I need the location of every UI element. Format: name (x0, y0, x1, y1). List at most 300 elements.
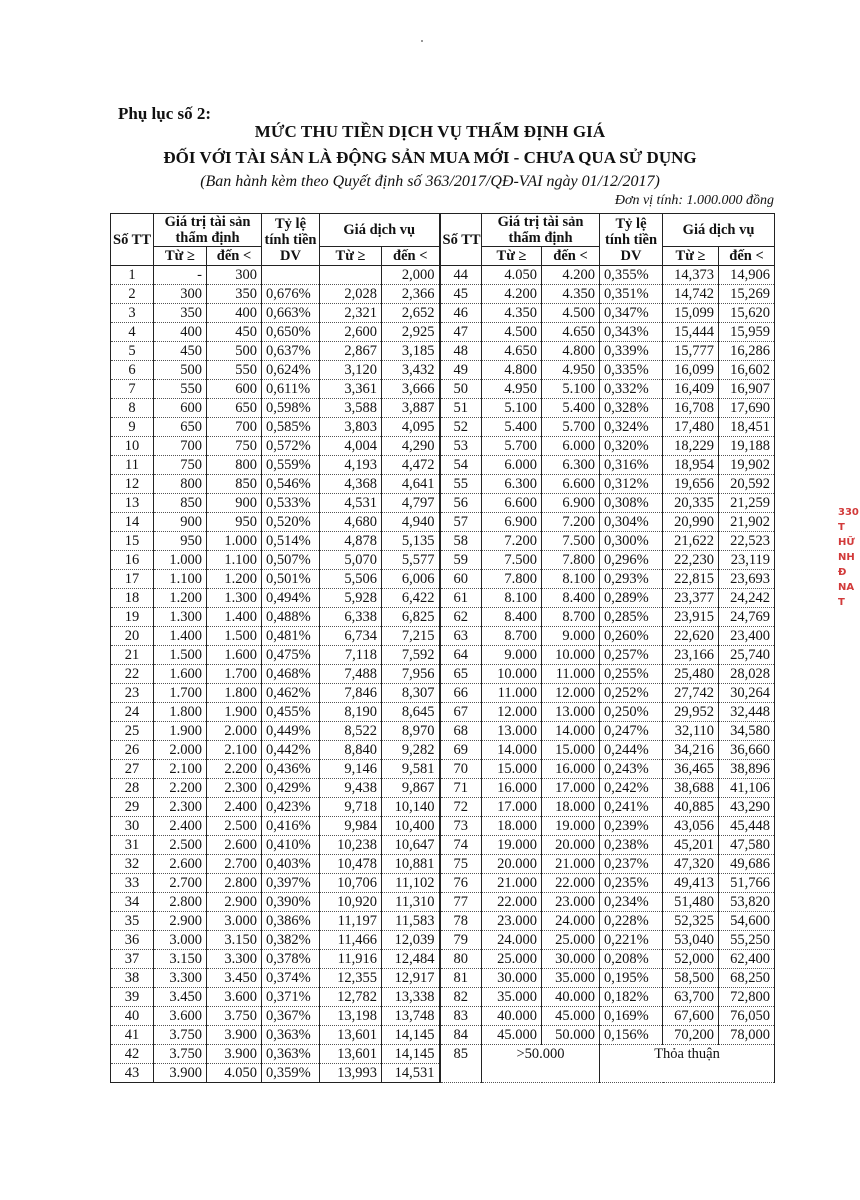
cell-row-no: 27 (111, 760, 154, 779)
cell-rate-right: 0,285% (600, 608, 663, 627)
table-row (111, 1007, 775, 1026)
cell-row-no: 7 (111, 380, 154, 399)
cell-value-from-right: 6.000 (482, 456, 542, 475)
cell-value-to-right: 10.000 (542, 646, 600, 665)
cell-row-no: 21 (111, 646, 154, 665)
cell-price-from-right: 22,230 (663, 551, 719, 570)
cell-value-to: 1.700 (207, 665, 262, 684)
cell-price-from: 13,993 (320, 1064, 382, 1083)
cell-rate: 0,572% (262, 437, 320, 456)
table-row (111, 1045, 775, 1064)
col-header-no-right: Số TT (440, 214, 482, 266)
cell-price-to-right: 55,250 (719, 931, 775, 950)
cell-price-from: 11,197 (320, 912, 382, 931)
cell-value-to-right: 22.000 (542, 874, 600, 893)
cell-price-from-right: 14,742 (663, 285, 719, 304)
cell-rate: 0,611% (262, 380, 320, 399)
cell-rate: 0,501% (262, 570, 320, 589)
fee-table-body (111, 266, 775, 1083)
cell-rate: 0,363% (262, 1045, 320, 1064)
cell-value-from: 3.450 (154, 988, 207, 1007)
cell-value-from: 3.600 (154, 1007, 207, 1026)
cell-value-from-right: 5.700 (482, 437, 542, 456)
cell-row-no-right: 80 (440, 950, 482, 969)
cell-value-to-right: 30.000 (542, 950, 600, 969)
cell-row-no-right: 85 (440, 1045, 482, 1083)
cell-price-from: 9,438 (320, 779, 382, 798)
cell-price-to: 5,135 (382, 532, 440, 551)
cell-value-to-right: 6.300 (542, 456, 600, 475)
table-row (111, 893, 775, 912)
cell-price-from: 4,878 (320, 532, 382, 551)
cell-price-from: 3,361 (320, 380, 382, 399)
cell-row-no-right: 55 (440, 475, 482, 494)
table-row (111, 437, 775, 456)
cell-price-to-right: 18,451 (719, 418, 775, 437)
cell-price-from-right: 40,885 (663, 798, 719, 817)
cell-row-no-right: 84 (440, 1026, 482, 1045)
table-row (111, 1026, 775, 1045)
cell-price-to-right: 24,769 (719, 608, 775, 627)
cell-rate-right: 0,257% (600, 646, 663, 665)
cell-price-to-right: 43,290 (719, 798, 775, 817)
cell-rate (262, 266, 320, 285)
cell-rate: 0,390% (262, 893, 320, 912)
cell-row-no-right: 63 (440, 627, 482, 646)
table-row (111, 399, 775, 418)
cell-price-to-right: 15,269 (719, 285, 775, 304)
cell-price-from: 9,718 (320, 798, 382, 817)
cell-rate: 0,442% (262, 741, 320, 760)
cell-value-from-right: 4.650 (482, 342, 542, 361)
stamp-text: Đ (838, 567, 847, 578)
cell-row-no: 9 (111, 418, 154, 437)
cell-price-from: 11,466 (320, 931, 382, 950)
cell-rate-right: 0,242% (600, 779, 663, 798)
cell-value-to-right: 12.000 (542, 684, 600, 703)
cell-row-no: 17 (111, 570, 154, 589)
cell-value-to-right: 25.000 (542, 931, 600, 950)
cell-value-from-right: 30.000 (482, 969, 542, 988)
cell-row-no-right: 48 (440, 342, 482, 361)
cell-price-to: 14,531 (382, 1064, 440, 1083)
cell-row-no: 26 (111, 741, 154, 760)
cell-price-to-right: 19,188 (719, 437, 775, 456)
cell-row-no-right: 53 (440, 437, 482, 456)
cell-price-to-right: 22,523 (719, 532, 775, 551)
table-row (111, 532, 775, 551)
cell-price-to-right: 25,740 (719, 646, 775, 665)
cell-price-from: 4,680 (320, 513, 382, 532)
table-row (111, 741, 775, 760)
table-row (111, 418, 775, 437)
stamp-text: T (838, 597, 845, 608)
cell-rate-right: 0,238% (600, 836, 663, 855)
cell-price-to: 10,881 (382, 855, 440, 874)
document-subtitle: ĐỐI VỚI TÀI SẢN LÀ ĐỘNG SẢN MUA MỚI - CHƯA QUA SỬ DỤNG (163, 148, 697, 167)
cell-value-to-right: 7.800 (542, 551, 600, 570)
cell-row-no-right: 51 (440, 399, 482, 418)
cell-value-to-right: 45.000 (542, 1007, 600, 1026)
cell-value-from-right: 5.100 (482, 399, 542, 418)
cell-price-to-right: 20,592 (719, 475, 775, 494)
cell-value-to: 3.900 (207, 1045, 262, 1064)
cell-price-to: 8,970 (382, 722, 440, 741)
cell-row-no-right: 71 (440, 779, 482, 798)
cell-price-from-right: 20,990 (663, 513, 719, 532)
cell-value-to-right: 21.000 (542, 855, 600, 874)
cell-price-from-right: 23,166 (663, 646, 719, 665)
cell-row-no: 32 (111, 855, 154, 874)
cell-value-from: 2.300 (154, 798, 207, 817)
cell-row-no: 40 (111, 1007, 154, 1026)
cell-value-to: 450 (207, 323, 262, 342)
cell-price-to-right: 30,264 (719, 684, 775, 703)
cell-rate: 0,397% (262, 874, 320, 893)
cell-value-from: 500 (154, 361, 207, 380)
cell-row-no-right: 58 (440, 532, 482, 551)
cell-value-to: 2.700 (207, 855, 262, 874)
cell-value-from-right: 8.100 (482, 589, 542, 608)
cell-rate-right: 0,351% (600, 285, 663, 304)
cell-value-from: 550 (154, 380, 207, 399)
cell-value-from-right: 20.000 (482, 855, 542, 874)
cell-value-from: 600 (154, 399, 207, 418)
cell-row-no: 18 (111, 589, 154, 608)
cell-price-from-right: 15,444 (663, 323, 719, 342)
cell-rate-right: 0,300% (600, 532, 663, 551)
cell-price-to: 11,102 (382, 874, 440, 893)
cell-price-from: 6,338 (320, 608, 382, 627)
cell-value-from-right: 24.000 (482, 931, 542, 950)
cell-price-from-right: 53,040 (663, 931, 719, 950)
cell-rate: 0,386% (262, 912, 320, 931)
stamp-text: 330 (838, 507, 859, 518)
cell-rate-right: 0,316% (600, 456, 663, 475)
cell-rate-right: 0,339% (600, 342, 663, 361)
cell-row-no: 3 (111, 304, 154, 323)
cell-price-from-right: 22,815 (663, 570, 719, 589)
cell-price-to-right: 16,907 (719, 380, 775, 399)
cell-value-to-right: 4.350 (542, 285, 600, 304)
cell-price-to: 7,592 (382, 646, 440, 665)
cell-price-to-right: 34,580 (719, 722, 775, 741)
cell-value-to: 2.900 (207, 893, 262, 912)
cell-rate: 0,475% (262, 646, 320, 665)
cell-row-no-right: 73 (440, 817, 482, 836)
cell-value-to: 900 (207, 494, 262, 513)
cell-value-from-right: 12.000 (482, 703, 542, 722)
cell-price-to-right: 68,250 (719, 969, 775, 988)
table-row (111, 969, 775, 988)
table-row (111, 684, 775, 703)
cell-value-to: 3.900 (207, 1026, 262, 1045)
cell-price-to-right: 16,602 (719, 361, 775, 380)
cell-rate: 0,462% (262, 684, 320, 703)
cell-value-from-right: 25.000 (482, 950, 542, 969)
cell-value-to-right: 17.000 (542, 779, 600, 798)
stamp-text: T (838, 522, 845, 533)
cell-value-from: 300 (154, 285, 207, 304)
cell-price-to: 9,867 (382, 779, 440, 798)
cell-price-to: 2,652 (382, 304, 440, 323)
cell-rate-right: 0,296% (600, 551, 663, 570)
cell-row-no: 28 (111, 779, 154, 798)
table-row (111, 665, 775, 684)
cell-value-to-right: 8.700 (542, 608, 600, 627)
cell-value-to: 1.000 (207, 532, 262, 551)
cell-price-to: 8,645 (382, 703, 440, 722)
cell-price-from-right: 18,229 (663, 437, 719, 456)
cell-value-to: 550 (207, 361, 262, 380)
cell-row-no-right: 60 (440, 570, 482, 589)
cell-value-from: 2.500 (154, 836, 207, 855)
cell-row-no-right: 66 (440, 684, 482, 703)
cell-value-from: 2.000 (154, 741, 207, 760)
cell-row-no: 24 (111, 703, 154, 722)
cell-row-no: 39 (111, 988, 154, 1007)
cell-price-from: 5,928 (320, 589, 382, 608)
cell-price-from: 10,706 (320, 874, 382, 893)
cell-price-to-right: 41,106 (719, 779, 775, 798)
table-row (111, 589, 775, 608)
cell-price-to: 13,748 (382, 1007, 440, 1026)
cell-price-to: 3,666 (382, 380, 440, 399)
cell-value-to: 750 (207, 437, 262, 456)
cell-price-from: 2,867 (320, 342, 382, 361)
table-row (111, 912, 775, 931)
cell-value-to-right: 35.000 (542, 969, 600, 988)
cell-value-from-right: 14.000 (482, 741, 542, 760)
cell-price-from: 5,070 (320, 551, 382, 570)
cell-rate-right: 0,289% (600, 589, 663, 608)
cell-price-to: 10,647 (382, 836, 440, 855)
table-row (111, 608, 775, 627)
cell-value-to: 2.100 (207, 741, 262, 760)
cell-value-to: 2.600 (207, 836, 262, 855)
cell-price-from: 4,368 (320, 475, 382, 494)
cell-price-from: 2,028 (320, 285, 382, 304)
cell-price-from: 4,531 (320, 494, 382, 513)
cell-price-from-right: 38,688 (663, 779, 719, 798)
cell-rate-right: 0,308% (600, 494, 663, 513)
cell-value-from-right: 23.000 (482, 912, 542, 931)
cell-value-to-right: 16.000 (542, 760, 600, 779)
cell-price-from: 6,734 (320, 627, 382, 646)
cell-rate: 0,520% (262, 513, 320, 532)
cell-value-to-right: 8.400 (542, 589, 600, 608)
cell-price-to: 10,140 (382, 798, 440, 817)
cell-price-from-right: 27,742 (663, 684, 719, 703)
cell-price-from-right: 70,200 (663, 1026, 719, 1045)
cell-value-from-right: 7.800 (482, 570, 542, 589)
cell-value-from-right: 6.600 (482, 494, 542, 513)
table-row (111, 456, 775, 475)
cell-value-from-right: 21.000 (482, 874, 542, 893)
cell-price-from: 10,478 (320, 855, 382, 874)
cell-rate: 0,637% (262, 342, 320, 361)
cell-price-from-right: 16,099 (663, 361, 719, 380)
cell-rate: 0,650% (262, 323, 320, 342)
cell-row-no-right: 83 (440, 1007, 482, 1026)
cell-value-from-right: 4.800 (482, 361, 542, 380)
table-row (111, 323, 775, 342)
table-row (111, 551, 775, 570)
stamp-text: HỮ (838, 537, 855, 548)
cell-rate-right: 0,312% (600, 475, 663, 494)
cell-rate: 0,378% (262, 950, 320, 969)
cell-row-no: 13 (111, 494, 154, 513)
cell-value-from: 3.000 (154, 931, 207, 950)
cell-price-from: 12,782 (320, 988, 382, 1007)
cell-price-to-right: 62,400 (719, 950, 775, 969)
cell-price-from-right: 18,954 (663, 456, 719, 475)
cell-row-no: 30 (111, 817, 154, 836)
cell-price-from: 7,488 (320, 665, 382, 684)
cell-value-to: 1.800 (207, 684, 262, 703)
cell-value-to-right: 14.000 (542, 722, 600, 741)
cell-price-to: 11,310 (382, 893, 440, 912)
cell-price-from-right: 52,000 (663, 950, 719, 969)
document-title: MỨC THU TIỀN DỊCH VỤ THẨM ĐỊNH GIÁ (254, 122, 606, 141)
cell-row-no: 25 (111, 722, 154, 741)
cell-value-to-right: 19.000 (542, 817, 600, 836)
cell-value-from-right: 4.200 (482, 285, 542, 304)
cell-rate-right: 0,169% (600, 1007, 663, 1026)
cell-rate: 0,382% (262, 931, 320, 950)
cell-price-to-right: 21,902 (719, 513, 775, 532)
cell-value-to-right: 23.000 (542, 893, 600, 912)
cell-value-from-right: 4.350 (482, 304, 542, 323)
cell-value-from: 750 (154, 456, 207, 475)
cell-price-to: 4,940 (382, 513, 440, 532)
cell-value-from: 2.600 (154, 855, 207, 874)
col-header-no: Số TT (111, 214, 154, 266)
cell-value-from: 2.100 (154, 760, 207, 779)
cell-row-no-right: 62 (440, 608, 482, 627)
cell-price-from: 13,601 (320, 1045, 382, 1064)
cell-row-no: 37 (111, 950, 154, 969)
cell-row-no-right: 46 (440, 304, 482, 323)
cell-rate: 0,410% (262, 836, 320, 855)
cell-price-to: 6,825 (382, 608, 440, 627)
cell-row-no: 11 (111, 456, 154, 475)
cell-value-to: 1.100 (207, 551, 262, 570)
cell-value-from: 2.200 (154, 779, 207, 798)
cell-row-no: 4 (111, 323, 154, 342)
cell-row-no-right: 49 (440, 361, 482, 380)
col-header-to: đến < (207, 247, 262, 266)
cell-value-from-right: 9.000 (482, 646, 542, 665)
cell-value-to-right: 6.900 (542, 494, 600, 513)
cell-rate: 0,676% (262, 285, 320, 304)
cell-row-no-right: 44 (440, 266, 482, 285)
cell-price-to: 3,185 (382, 342, 440, 361)
cell-rate-right: 0,221% (600, 931, 663, 950)
cell-price-from-right: 22,620 (663, 627, 719, 646)
cell-rate: 0,481% (262, 627, 320, 646)
cell-price-from-right: 63,700 (663, 988, 719, 1007)
cell-value-to: 2.000 (207, 722, 262, 741)
cell-value-from-right: 6.900 (482, 513, 542, 532)
cell-value-from-right: 6.300 (482, 475, 542, 494)
cell-value-from: 1.900 (154, 722, 207, 741)
cell-row-no-right: 67 (440, 703, 482, 722)
cell-value-to: 300 (207, 266, 262, 285)
cell-price-to: 12,039 (382, 931, 440, 950)
cell-row-no-right: 56 (440, 494, 482, 513)
cell-price-to-right: 14,906 (719, 266, 775, 285)
cell-price-negotiable-right: Thỏa thuận (600, 1045, 775, 1083)
cell-value-from-right: 10.000 (482, 665, 542, 684)
table-row (111, 266, 775, 285)
cell-rate-right: 0,304% (600, 513, 663, 532)
cell-value-from: 1.400 (154, 627, 207, 646)
cell-value-to-right: 5.700 (542, 418, 600, 437)
issuing-decision-note: (Ban hành kèm theo Quyết định số 363/2017/QĐ-VAI ngày 01/12/2017) (200, 173, 660, 190)
cell-value-to-right: 4.950 (542, 361, 600, 380)
cell-value-from-right: 40.000 (482, 1007, 542, 1026)
cell-rate-right: 0,235% (600, 874, 663, 893)
cell-price-to: 12,917 (382, 969, 440, 988)
cell-value-from-right: 4.500 (482, 323, 542, 342)
cell-price-from-right: 21,622 (663, 532, 719, 551)
cell-rate: 0,363% (262, 1026, 320, 1045)
cell-value-to-right: 8.100 (542, 570, 600, 589)
cell-rate-right: 0,252% (600, 684, 663, 703)
table-row (111, 513, 775, 532)
cell-price-to-right: 54,600 (719, 912, 775, 931)
col-header-from-right: Từ ≥ (482, 247, 542, 266)
cell-value-from: 450 (154, 342, 207, 361)
cell-row-no-right: 47 (440, 323, 482, 342)
cell-price-to: 14,145 (382, 1045, 440, 1064)
cell-value-from-right: 17.000 (482, 798, 542, 817)
cell-price-from: 11,916 (320, 950, 382, 969)
cell-rate-right: 0,208% (600, 950, 663, 969)
cell-price-from: 13,198 (320, 1007, 382, 1026)
cell-value-to: 1.300 (207, 589, 262, 608)
table-row (111, 285, 775, 304)
cell-price-from-right: 43,056 (663, 817, 719, 836)
cell-rate-right: 0,182% (600, 988, 663, 1007)
cell-price-from: 2,600 (320, 323, 382, 342)
cell-price-to-right: 16,286 (719, 342, 775, 361)
cell-value-from-right: 15.000 (482, 760, 542, 779)
cell-rate-right: 0,328% (600, 399, 663, 418)
cell-value-to: 400 (207, 304, 262, 323)
cell-value-from: 3.900 (154, 1064, 207, 1083)
cell-row-no: 16 (111, 551, 154, 570)
cell-price-to-right: 45,448 (719, 817, 775, 836)
cell-rate: 0,468% (262, 665, 320, 684)
cell-price-from-right: 32,110 (663, 722, 719, 741)
cell-rate: 0,374% (262, 969, 320, 988)
cell-value-to: 2.300 (207, 779, 262, 798)
cell-value-from-right: 18.000 (482, 817, 542, 836)
cell-value-from: 350 (154, 304, 207, 323)
table-row (111, 361, 775, 380)
cell-price-to: 4,095 (382, 418, 440, 437)
cell-value-to-right: 24.000 (542, 912, 600, 931)
cell-row-no-right: 54 (440, 456, 482, 475)
cell-value-from: 1.100 (154, 570, 207, 589)
cell-price-to: 9,282 (382, 741, 440, 760)
cell-value-to-right: 4.650 (542, 323, 600, 342)
cell-price-from: 8,522 (320, 722, 382, 741)
cell-row-no-right: 57 (440, 513, 482, 532)
cell-value-from: 3.750 (154, 1026, 207, 1045)
